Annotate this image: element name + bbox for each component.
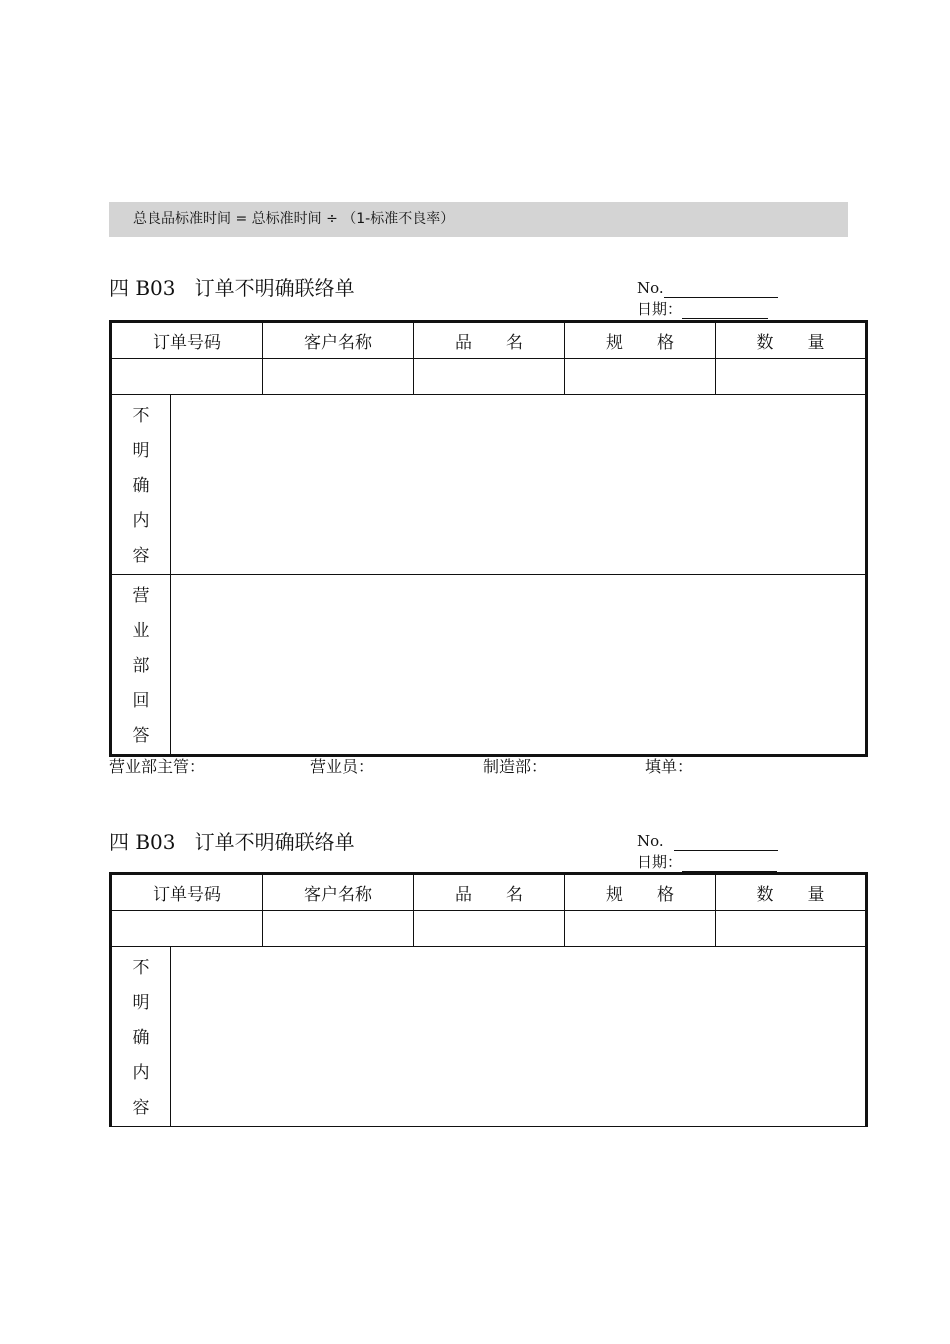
sales-reply-row <box>111 575 867 756</box>
unclear-content-row-2 <box>111 947 867 1127</box>
form-title: 四 B03 订单不明确联络单 <box>109 276 355 300</box>
form-title-2: 四 B03 订单不明确联络单 <box>109 830 355 854</box>
no-label: No. <box>637 279 664 297</box>
no-field[interactable] <box>664 281 778 298</box>
col-spec: 规 格 <box>565 322 716 359</box>
no-field-2[interactable] <box>674 834 778 851</box>
header-row-2 <box>111 874 867 911</box>
customer-name-cell[interactable] <box>263 359 414 395</box>
unclear-content-label-2: 不 明 确 内 容 <box>111 947 171 1127</box>
sales-manager-label: 营业部主管： <box>109 757 206 776</box>
formula-banner: 总良品标准时间 = 总标准时间 ÷ （1-标准不良率） <box>109 202 848 237</box>
customer-name-cell-2[interactable] <box>263 911 414 947</box>
filled-by-label: 填单： <box>645 757 694 776</box>
product-name-cell-2[interactable] <box>414 911 565 947</box>
spec-cell[interactable] <box>565 359 716 395</box>
order-inquiry-table <box>109 320 868 757</box>
unclear-content-area-2[interactable] <box>171 947 867 1127</box>
col-quantity-2: 数 量 <box>716 874 867 911</box>
salesperson-label: 营业员： <box>310 757 375 776</box>
unclear-content-label: 不 明 确 内 容 <box>111 395 171 575</box>
col-spec-2: 规 格 <box>565 874 716 911</box>
col-quantity: 数 量 <box>716 322 867 359</box>
date-label: 日期： <box>637 300 683 318</box>
manufacturing-label: 制造部： <box>483 757 548 776</box>
col-order-number: 订单号码 <box>111 322 263 359</box>
header-row <box>111 322 867 359</box>
col-product-name: 品 名 <box>414 322 565 359</box>
entry-row <box>111 359 867 395</box>
product-name-cell[interactable] <box>414 359 565 395</box>
entry-row-2 <box>111 911 867 947</box>
col-order-number-2: 订单号码 <box>111 874 263 911</box>
date-field[interactable] <box>682 302 768 319</box>
quantity-cell[interactable] <box>716 359 867 395</box>
no-label-2: No. <box>637 832 664 850</box>
unclear-content-row <box>111 395 867 575</box>
spec-cell-2[interactable] <box>565 911 716 947</box>
col-product-name-2: 品 名 <box>414 874 565 911</box>
order-number-cell-2[interactable] <box>111 911 263 947</box>
unclear-content-area[interactable] <box>171 395 867 575</box>
form-meta <box>637 277 778 319</box>
date-label-2: 日期： <box>637 853 683 871</box>
quantity-cell-2[interactable] <box>716 911 867 947</box>
order-number-cell[interactable] <box>111 359 263 395</box>
date-field-2[interactable] <box>682 855 777 872</box>
col-customer-name-2: 客户名称 <box>263 874 414 911</box>
order-inquiry-table-2 <box>109 872 868 1127</box>
col-customer-name: 客户名称 <box>263 322 414 359</box>
sales-reply-area[interactable] <box>171 575 867 756</box>
sales-reply-label: 营 业 部 回 答 <box>111 575 171 756</box>
form-meta-2 <box>637 830 778 872</box>
